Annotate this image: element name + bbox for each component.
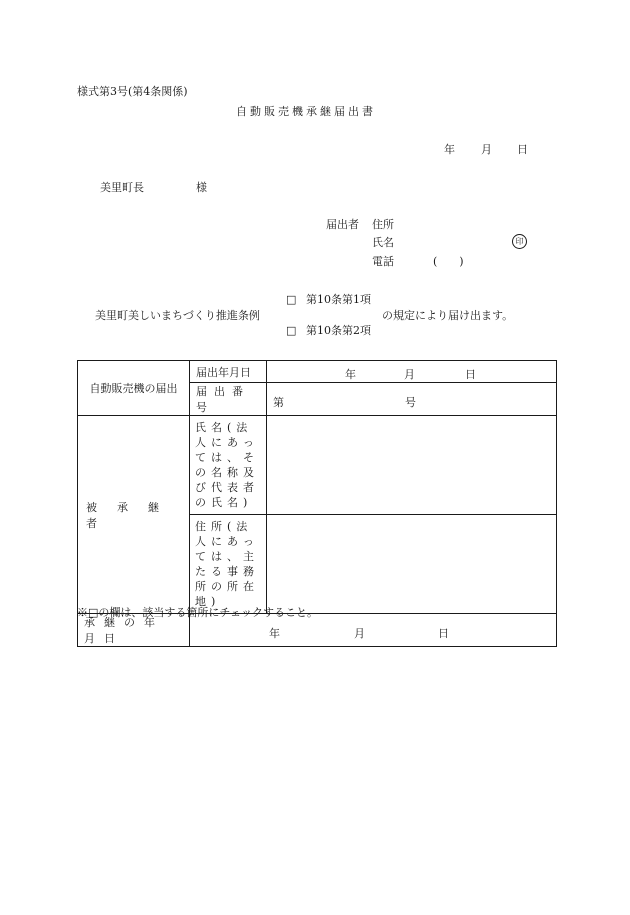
predecessor-name-label-cell [190,416,267,515]
filing-year-label: 年 [345,368,356,381]
applicant-name-label: 氏名 [372,236,394,249]
statement-suffix: の規定により届け出ます。 [382,309,514,322]
applicant-address-label: 住所 [372,218,394,231]
footnote: ※□の欄は、該当する箇所にチェックすること。 [77,606,319,619]
section-2-header [78,416,190,614]
date-day-label: 日 [517,143,528,156]
form-number: 様式第3号(第4条関係) [77,85,188,98]
section-1-label: 自動販売機の届出 [89,382,178,395]
succession-form-table [77,360,557,647]
seal-icon: 印 [512,234,527,249]
option-2-label: 第10条第2項 [306,324,371,337]
applicant-phone-parens: ( ) [433,255,464,268]
succession-year-label: 年 [269,626,280,640]
predecessor-address-label-cell [190,515,267,614]
applicant-label: 届出者 [326,218,359,231]
filing-date-label: 届出年月日 [196,365,251,379]
succession-month-label: 月 [354,626,365,640]
predecessor-address-label: 住所(法人にあっては、主たる事務所の所在地) [195,520,259,608]
filing-month-label: 月 [404,368,415,381]
checkbox-option-2[interactable]: □ [286,324,297,337]
date-month-label: 月 [481,143,492,156]
applicant-phone-label: 電話 [372,255,394,268]
predecessor-address-field[interactable] [267,515,557,614]
succession-day-label: 日 [438,626,449,640]
predecessor-name-field[interactable] [267,416,557,515]
filing-date-field[interactable] [267,361,557,383]
filing-date-label-cell [190,361,267,383]
section-2-label: 被承継者 [86,500,179,530]
filing-number-label-cell [190,383,267,416]
predecessor-name-label: 氏名(法人にあっては、その名称及び代表者の氏名) [195,421,259,509]
ordinance-name: 美里町美しいまちづくり推進条例 [95,309,260,322]
option-1-label: 第10条第1項 [306,293,371,306]
addressee-name: 美里町長 [100,181,144,194]
checkbox-option-1[interactable]: □ [286,293,297,306]
filing-number-field[interactable] [267,383,557,416]
document-title: 自動販売機承継届出書 [236,105,376,118]
filing-number-label: 届出番号 [196,385,250,414]
filing-day-label: 日 [465,368,476,381]
section-1-header [78,361,190,416]
filing-number-suffix: 号 [405,395,416,409]
succession-date-label: 承継の年月日 [84,616,164,645]
date-year-label: 年 [444,143,455,156]
addressee-honorific: 様 [196,181,207,194]
filing-number-prefix: 第 [273,395,284,409]
